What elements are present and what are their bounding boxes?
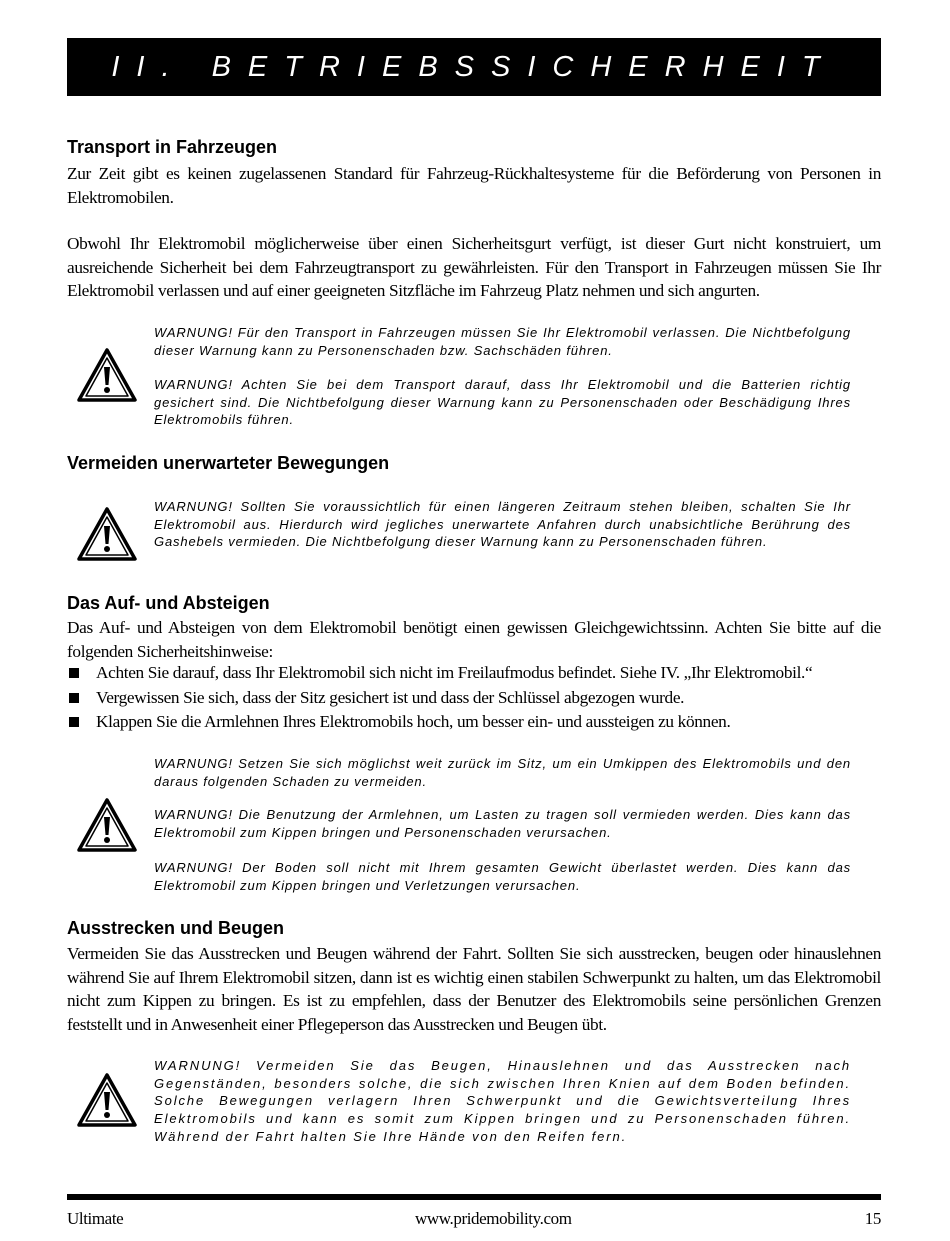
footer-website-link[interactable]: www.pridemobility.com [415,1209,572,1228]
warning-transport-2: WARNUNG! Achten Sie bei dem Transport darauf, dass Ihr Elektromobil und die Batterien richtig gesichert sind. Die Nichtbefolgung dieser Warnung kann zu Personenschaden oder Beschädigung Ihres Elektromobils führen. [154,377,851,428]
paragraph-transport-2: Obwohl Ihr Elektromobil möglicherweise über einen Sicherheitsgurt verfügt, ist dieser Gurt nicht konstruiert, um ausreichende Sicherheit bei dem Fahrzeugtransport zu gewährleisten. Für den Transport in Fahrzeugen müssen Sie Ihr Elektromobil verlassen und auf einer geeigneten Sitzfläche im Fahrzeug Platz nehmen und sich angurten. [67,234,881,300]
warning-movement-1: WARNUNG! Sollten Sie voraussichtlich für einen längeren Zeitraum stehen bleiben, schalten Sie Ihr Elektromobil aus. Hierdurch wird jegliches unerwartete Anfahren durch unabsichtliche Berührung des Gashebels vermieden. Die Nichtbefolgung dieser Warnung kann zu Personenschaden führen. [154,499,851,550]
list-item: Klappen Sie die Armlehnen Ihres Elektromobils hoch, um besser ein- und aussteigen zu können. [67,710,881,735]
footer-product-name: Ultimate [67,1209,124,1228]
footer-rule [67,1194,881,1200]
warning-triangle-icon [76,797,138,853]
heading-boarding: Das Auf- und Absteigen [67,593,270,613]
paragraph-stretching-1: Vermeiden Sie das Ausstrecken und Beugen während der Fahrt. Sollten Sie sich ausstrecken, beugen oder hinauslehnen während Sie auf Ihrem Elektromobil sitzen, dann ist es wichtig einen stabilen Schwerpunkt zu halten, um das Elektromobil nicht zum Kippen zu bringen. Es ist zu empfehlen, dass der Benutzer des Elektromobils seine persönlichen Grenzen feststellt und in Anwesenheit einer Pflegeperson das Ausstrecken und Beugen übt. [67,944,881,1034]
footer-page-number: 15 [864,1209,881,1228]
square-bullet-icon [69,717,79,727]
warning-boarding-2: WARNUNG! Die Benutzung der Armlehnen, um Lasten zu tragen soll vermieden werden. Dies kann das Elektromobil zum Kippen bringen und Personenschaden verursachen. [154,807,851,840]
warning-boarding-1: WARNUNG! Setzen Sie sich möglichst weit zurück im Sitz, um ein Umkippen des Elektromobils und den daraus folgenden Schaden zu vermeiden. [154,756,851,789]
safety-bullet-list [67,661,881,735]
paragraph-boarding-1: Das Auf- und Absteigen von dem Elektromobil benötigt einen gewissen Gleichgewichtssinn. Achten Sie bitte auf die folgenden Sicherheitshinweise: [67,618,881,661]
warning-triangle-icon [76,1072,138,1128]
warning-triangle-icon [76,506,138,562]
heading-movement: Vermeiden unerwarteter Bewegungen [67,453,390,473]
warning-stretching-1: WARNUNG! Vermeiden Sie das Beugen, Hinauslehnen und das Ausstrecken nach Gegenständen, besonders solche, die sich zwischen Ihren Knien auf dem Boden befinden. Solche Bewegungen verlagern Ihren Schwerpunkt und die Gewichtsverteilung Ihres Elektromobils und kann es somit zum Kippen bringen und zu Personenschaden führen. Während der Fahrt halten Sie Ihre Hände von den Reifen fern. [154,1058,851,1144]
warning-transport-1: WARNUNG! Für den Transport in Fahrzeugen müssen Sie Ihr Elektromobil verlassen. Die Nichtbefolgung dieser Warnung kann zu Personenschaden bzw. Sachschäden führen. [154,325,851,358]
square-bullet-icon [69,693,79,703]
paragraph-transport-1: Zur Zeit gibt es keinen zugelassenen Standard für Fahrzeug-Rückhaltesysteme für die Beförderung von Personen in Elektromobilen. [67,164,881,207]
list-item: Achten Sie darauf, dass Ihr Elektromobil sich nicht im Freilaufmodus befindet. Siehe IV. „Ihr Elektromobil.“ [67,661,881,686]
heading-transport: Transport in Fahrzeugen [67,137,278,157]
warning-triangle-icon [76,347,138,403]
warning-boarding-3: WARNUNG! Der Boden soll nicht mit Ihrem gesamten Gewicht überlastet werden. Dies kann das Elektromobil zum Kippen bringen und Verletzungen verursachen. [154,860,851,893]
heading-stretching: Ausstrecken und Beugen [67,918,285,938]
section-banner: II. BETRIEBSSICHERHEIT [67,38,881,96]
list-item: Vergewissen Sie sich, dass der Sitz gesichert ist und dass der Schlüssel abgezogen wurde. [67,686,881,711]
square-bullet-icon [69,668,79,678]
